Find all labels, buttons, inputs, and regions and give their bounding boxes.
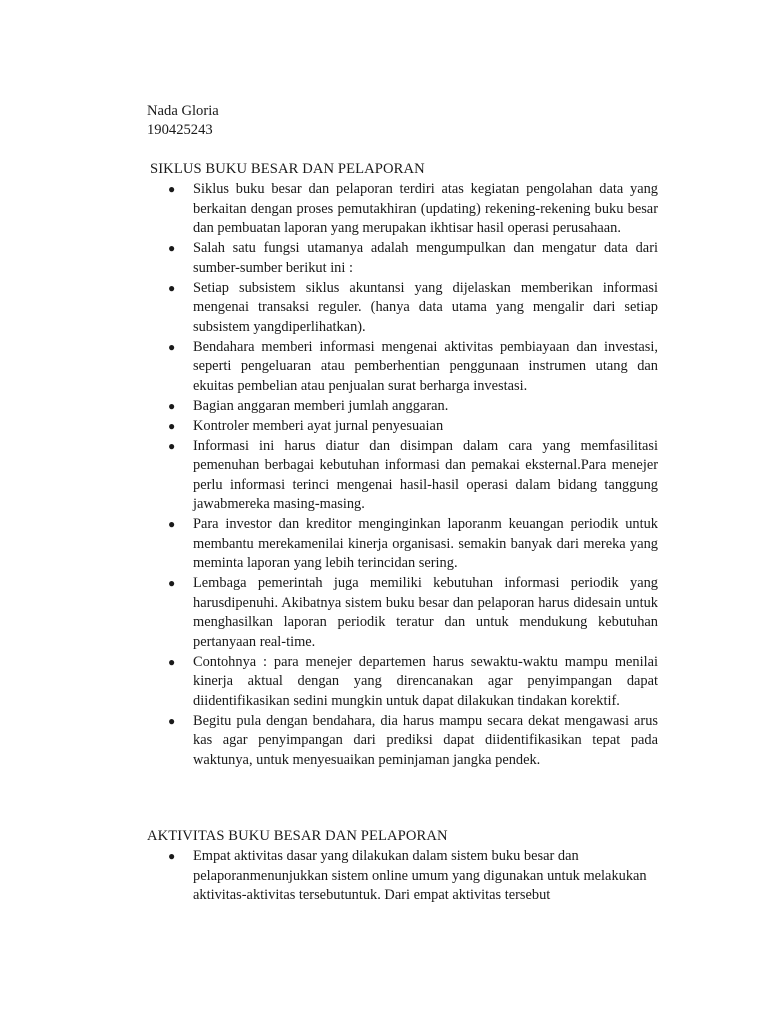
list-item: [0, 437, 658, 515]
bullet-icon: ●: [168, 280, 176, 295]
bullet-icon: ●: [168, 576, 176, 590]
list-item: [0, 653, 658, 712]
list-item: [0, 279, 658, 338]
bullet-icon: ●: [168, 241, 176, 255]
list-item: [0, 847, 658, 906]
list-item-text: Salah satu fungsi utamanya adalah mengumpulkan dan mengatur data dari sumber-sumber berikut ini :: [193, 240, 658, 276]
list-item-text: Begitu pula dengan bendahara, dia harus mampu secara dekat mengawasi arus kas agar penyimpangan dari prediksi dapat diidentifikasikan tepat pada waktunya, untuk menyesuaikan peminjaman jangka pendek.: [193, 712, 658, 768]
list-item-text: Informasi ini harus diatur dan disimpan dalam cara yang memfasilitasi pemenuhan berbagai kebutuhan informasi dan pemakai eksternal.Para menejer perlu informasi terinci mengenai hasil-hasil operasi dalam bidang tanggung jawabmereka masing-masing.: [193, 437, 658, 512]
bullet-list-aktivitas: [0, 847, 768, 906]
list-item: [0, 574, 658, 652]
bullet-icon: ●: [168, 182, 176, 196]
list-item: [0, 515, 658, 574]
bullet-icon: ●: [168, 849, 176, 863]
student-id: 190425243: [147, 122, 213, 138]
list-item: [0, 712, 658, 771]
bullet-icon: ●: [168, 517, 176, 531]
bullet-icon: ●: [168, 713, 176, 728]
list-item-text: Bendahara memberi informasi mengenai aktivitas pembiayaan dan investasi, seperti pengeluaran atau pemberhentian penggunaan instrumen utang dan ekuitas pembelian atau penjualan surat berharga investasi.: [193, 338, 658, 394]
author-header: [147, 102, 219, 140]
bullet-icon: ●: [168, 339, 176, 354]
bullet-icon: ●: [168, 654, 176, 669]
bullet-icon: ●: [168, 398, 176, 413]
list-item: [0, 239, 658, 278]
list-item-text: Kontroler memberi ayat jurnal penyesuaian: [193, 417, 444, 434]
section-title-siklus: SIKLUS BUKU BESAR DAN PELAPORAN: [150, 161, 425, 177]
list-item: [0, 338, 658, 397]
list-item: [0, 417, 658, 437]
bullet-list-siklus: [0, 180, 768, 771]
list-item: [0, 397, 658, 417]
list-item-text: Lembaga pemerintah juga memiliki kebutuhan informasi periodik yang harusdipenuhi. Akibatnya sistem buku besar dan pelaporan harus didesain untuk menghasilkan laporan periodik teratur dan untuk mendukung kebutuhan pertanyaan real-time.: [193, 575, 658, 650]
list-item-text: Setiap subsistem siklus akuntansi yang dijelaskan memberikan informasi mengenai transaksi reguler. (hanya data utama yang mengalir dari setiap subsistem yangdiperlihatkan).: [193, 279, 658, 335]
list-item: [0, 180, 658, 239]
list-item-text: Para investor dan kreditor menginginkan laporanm keuangan periodik untuk membantu merekamenilai kinerja organisasi. semakin banyak dari mereka yang meminta laporan yang lebih terincidan sering.: [193, 516, 658, 571]
bullet-icon: ●: [168, 418, 176, 433]
list-item-text: Empat aktivitas dasar yang dilakukan dalam sistem buku besar dan pelaporanmenunjukkan sistem online umum yang digunakan untuk melakukan aktivitas-aktivitas tersebutuntuk. Dari empat aktivitas tersebut: [193, 848, 647, 903]
author-name: Nada Gloria: [147, 103, 219, 119]
section-title-aktivitas: AKTIVITAS BUKU BESAR DAN PELAPORAN: [147, 828, 448, 844]
list-item-text: Siklus buku besar dan pelaporan terdiri atas kegiatan pengolahan data yang berkaitan dengan proses pemutakhiran (updating) rekening-rekening buku besar dan pembuatan laporan yang merupakan ikhtisar hasil operasi perusahaan.: [193, 181, 658, 236]
list-item-text: Bagian anggaran memberi jumlah anggaran.: [193, 397, 449, 414]
bullet-icon: ●: [168, 438, 176, 453]
list-item-text: Contohnya : para menejer departemen harus sewaktu-waktu mampu menilai kinerja aktual dengan yang direncanakan agar penyimpangan dapat diidentifikasikan sedini mungkin untuk dapat dilakukan tindakan korektif.: [193, 653, 658, 709]
